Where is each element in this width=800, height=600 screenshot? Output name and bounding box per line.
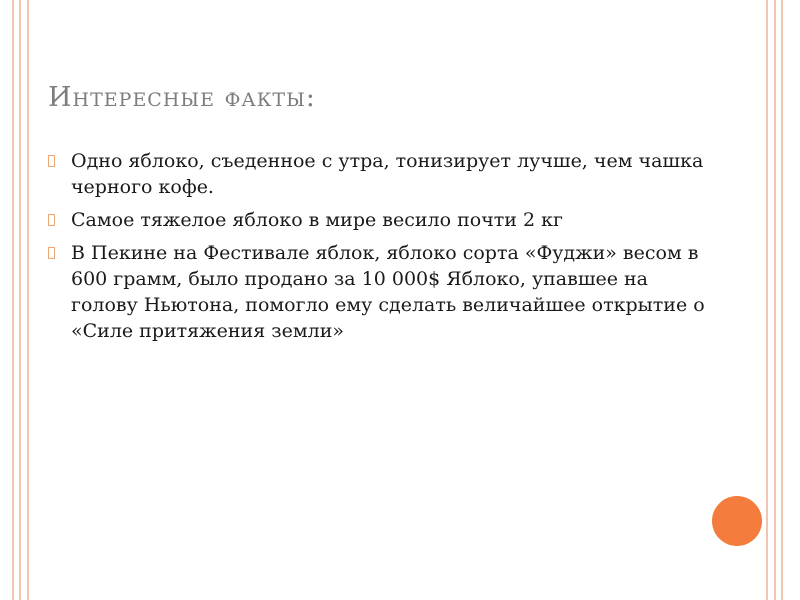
right-border-line (766, 0, 768, 600)
bullet-marker-icon (48, 155, 55, 167)
bullet-text: Самое тяжелое яблоко в мире весило почти 2 кг (71, 209, 563, 231)
bullet-text: В Пекине на Фестивале яблок, яблоко сорта «Фуджи» весом в 600 грамм, было продано за 10 000$ Яблоко, упавшее на голову Ньютона, помогло ему сделать величайшее открытие о «Силе притяжения земли» (71, 242, 705, 342)
right-border-line (774, 0, 776, 600)
bullet-marker-icon (48, 214, 55, 226)
left-border-line (12, 0, 14, 600)
right-border-line (781, 0, 783, 600)
orange-circle-decoration (712, 496, 762, 546)
bullet-text: Одно яблоко, съеденное с утра, тонизирует лучше, чем чашка черного кофе. (71, 150, 704, 198)
bullet-item (48, 240, 708, 344)
slide-title: Интересные факты: (48, 82, 316, 113)
bullet-list (48, 148, 708, 351)
left-border-line (27, 0, 29, 600)
bullet-item (48, 207, 708, 233)
bullet-item (48, 148, 708, 200)
bullet-marker-icon (48, 247, 55, 259)
left-border-line (19, 0, 21, 600)
